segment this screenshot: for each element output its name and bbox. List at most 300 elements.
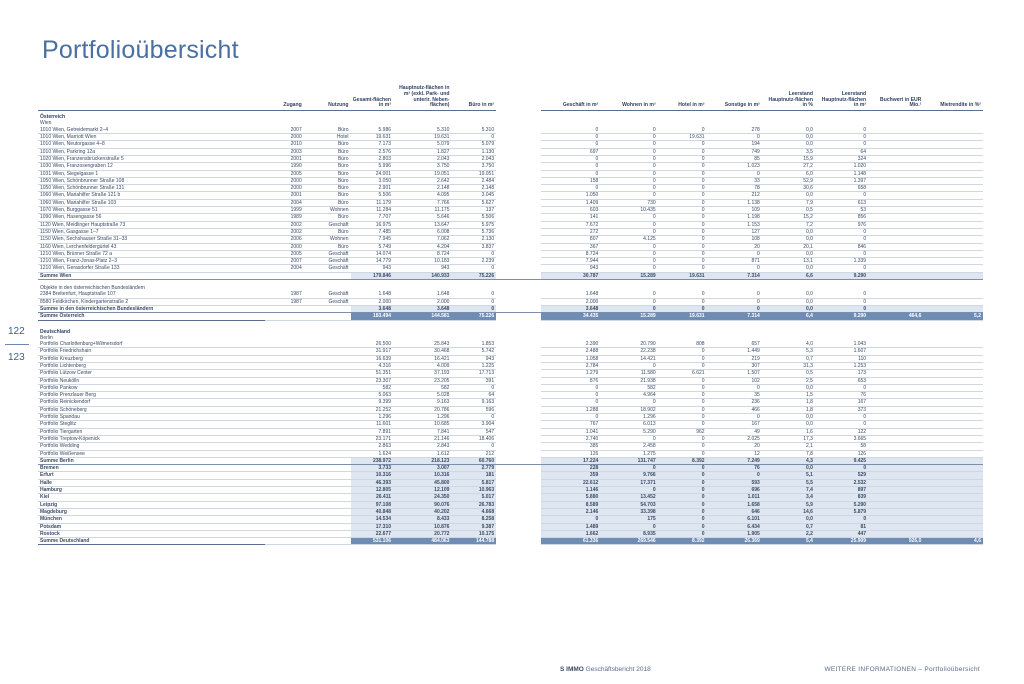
table-cell: 5.627 <box>451 199 496 206</box>
table-cell: 0 <box>658 414 707 421</box>
table-cell <box>304 501 351 508</box>
table-cell: 5.736 <box>451 228 496 235</box>
table-cell <box>868 250 923 257</box>
table-cell: 0 <box>541 399 601 406</box>
table-cell: 0 <box>707 134 762 141</box>
table-cell: 2.863 <box>351 443 394 450</box>
table-cell <box>923 305 983 312</box>
table-row <box>38 313 983 320</box>
row-label: Portfolio Weißensee <box>38 450 265 457</box>
table-cell: 179.846 <box>351 272 394 279</box>
table-cell: 1.853 <box>451 341 496 348</box>
table-cell: 31.917 <box>351 348 394 355</box>
table-cell <box>265 435 303 442</box>
table-cell: 0 <box>600 487 657 494</box>
table-cell: 0 <box>658 163 707 170</box>
table-cell: 51.351 <box>351 370 394 377</box>
table-cell: 2.025 <box>707 435 762 442</box>
table-cell: 5.817 <box>451 479 496 486</box>
gap-cell <box>496 148 541 155</box>
table-cell: 0 <box>658 443 707 450</box>
table-cell: 5.879 <box>815 508 868 515</box>
table-cell: 14,6 <box>762 508 815 515</box>
row-label: Leipzig <box>38 501 265 508</box>
table-cell <box>304 392 351 399</box>
table-cell <box>868 414 923 421</box>
table-cell <box>304 516 351 523</box>
table-cell: 4.316 <box>351 362 394 369</box>
table-cell: 10.876 <box>393 523 451 530</box>
table-cell: 1.296 <box>600 414 657 421</box>
table-cell: 613 <box>815 199 868 206</box>
table-cell: 0 <box>600 258 657 265</box>
table-cell: 0 <box>600 291 657 298</box>
col-header-wohnen: Wohnen in m² <box>600 86 657 111</box>
table-cell: 1.275 <box>600 450 657 457</box>
table-cell <box>265 362 303 369</box>
table-row <box>38 370 983 377</box>
table-cell: 391 <box>451 377 496 384</box>
table-cell: 24.350 <box>393 494 451 501</box>
table-cell: 2001 <box>265 155 303 162</box>
table-cell: 466 <box>707 406 762 413</box>
table-cell: 0 <box>815 516 868 523</box>
table-cell: 5.646 <box>393 214 451 221</box>
table-cell: 0 <box>600 134 657 141</box>
table-cell: 90.076 <box>393 501 451 508</box>
table-cell: Büro <box>304 177 351 184</box>
gap-cell <box>496 384 541 391</box>
row-label: 1030 Wien, Franzosengraben 12 <box>38 163 265 170</box>
table-cell: 0 <box>658 421 707 428</box>
table-cell: 3.648 <box>541 305 601 312</box>
table-cell: 2004 <box>265 199 303 206</box>
table-cell: 2.779 <box>451 465 496 472</box>
footer-page-title: Portfolioübersicht <box>924 666 980 673</box>
table-cell: 2.148 <box>393 185 451 192</box>
row-label: Portfolio Pankow <box>38 384 265 391</box>
table-cell: 5.079 <box>451 141 496 148</box>
table-cell <box>868 207 923 214</box>
table-cell: 943 <box>351 265 394 272</box>
table-row <box>38 141 983 148</box>
table-cell: Büro <box>304 148 351 155</box>
table-cell: 5.310 <box>393 127 451 134</box>
table-cell: 11.284 <box>351 207 394 214</box>
table-cell: 14.779 <box>351 258 394 265</box>
table-cell: 0 <box>541 170 601 177</box>
table-cell: 0,5 <box>762 370 815 377</box>
table-cell <box>923 362 983 369</box>
table-cell: 7.707 <box>351 214 394 221</box>
table-cell: 4,3 <box>762 457 815 464</box>
table-row <box>38 487 983 494</box>
col-header-zugang: Zugang <box>265 86 303 111</box>
table-cell: 26.411 <box>351 494 394 501</box>
table-row <box>38 163 983 170</box>
table-cell: 19.051 <box>451 170 496 177</box>
table-cell: 730 <box>600 199 657 206</box>
gap-cell <box>496 392 541 399</box>
table-cell: 4,0 <box>762 341 815 348</box>
table-cell: 0 <box>600 177 657 184</box>
row-label: 1160 Wien, Lerchenfeldergürtel 43 <box>38 243 265 250</box>
table-cell: 385 <box>541 443 601 450</box>
table-cell <box>923 450 983 457</box>
table-cell <box>304 313 351 320</box>
col-header-leerstand-pct: Leerstand Hauptnutz-flächen in % <box>762 86 815 111</box>
table-cell: 596 <box>451 406 496 413</box>
table-cell: 0 <box>600 362 657 369</box>
table-cell: 60.760 <box>451 457 496 464</box>
table-cell: 0 <box>541 392 601 399</box>
row-label: Summe Wien <box>38 272 265 279</box>
table-cell: 2001 <box>265 192 303 199</box>
table-cell <box>923 265 983 272</box>
table-cell <box>868 487 923 494</box>
table-row <box>38 177 983 184</box>
table-cell <box>304 399 351 406</box>
table-cell <box>923 384 983 391</box>
table-cell: 1.288 <box>541 406 601 413</box>
row-label: Portfolio Charlottenburg+Wilmersdorf <box>38 341 265 348</box>
table-cell: 17.713 <box>451 370 496 377</box>
table-cell: 0 <box>658 207 707 214</box>
table-cell: 1.011 <box>707 494 762 501</box>
table-cell: 0 <box>815 228 868 235</box>
table-cell: 8.433 <box>393 516 451 523</box>
table-cell: 23.307 <box>351 377 394 384</box>
table-cell: Büro <box>304 170 351 177</box>
table-row <box>38 348 983 355</box>
table-cell: 373 <box>815 406 868 413</box>
table-cell <box>868 501 923 508</box>
table-cell: 897 <box>815 487 868 494</box>
row-label: 1020 Wien, Franzensbrückenstraße 5 <box>38 155 265 162</box>
table-cell: 236 <box>707 399 762 406</box>
table-cell <box>265 341 303 348</box>
table-cell: 0 <box>658 127 707 134</box>
table-cell: 19.051 <box>393 170 451 177</box>
table-cell <box>868 450 923 457</box>
table-cell <box>923 243 983 250</box>
gap-cell <box>496 214 541 221</box>
table-cell: 1.043 <box>815 341 868 348</box>
table-cell <box>868 177 923 184</box>
table-cell: 0 <box>815 465 868 472</box>
table-cell <box>923 414 983 421</box>
table-cell: 7.314 <box>707 272 762 279</box>
table-cell: 0 <box>815 291 868 298</box>
table-cell: 0 <box>707 298 762 305</box>
gap-cell <box>496 207 541 214</box>
table-cell <box>923 272 983 279</box>
table-cell: 1.020 <box>815 163 868 170</box>
table-cell: 58 <box>815 443 868 450</box>
page-title: Portfolioübersicht <box>42 36 239 64</box>
table-cell: 962 <box>658 428 707 435</box>
table-cell: 0,0 <box>762 305 815 312</box>
row-label: 1210 Wien, Franz-Jonas-Platz 2–3 <box>38 258 265 265</box>
table-cell: 1.409 <box>541 199 601 206</box>
table-cell <box>868 291 923 298</box>
table-cell: 78 <box>707 185 762 192</box>
table-cell: 2000 <box>265 185 303 192</box>
table-cell: 646 <box>707 508 762 515</box>
row-label: 1010 Wien, Parkring 12a <box>38 148 265 155</box>
table-cell <box>868 214 923 221</box>
row-label: Bremen <box>38 465 265 472</box>
table-cell: 9.766 <box>600 472 657 479</box>
table-cell <box>265 348 303 355</box>
portfolio-table <box>38 86 983 545</box>
table-cell <box>868 399 923 406</box>
table-cell: 856 <box>815 214 868 221</box>
table-cell: 7.944 <box>541 258 601 265</box>
table-cell: 4,6 <box>923 538 983 545</box>
table-cell <box>265 530 303 537</box>
gap-cell <box>496 243 541 250</box>
table-cell: 144.788 <box>451 538 496 545</box>
table-cell: 0 <box>658 377 707 384</box>
table-cell <box>923 494 983 501</box>
table-cell: 464,6 <box>868 313 923 320</box>
table-cell: 9.163 <box>393 399 451 406</box>
page-number-divider <box>5 344 29 345</box>
table-cell: 5.310 <box>451 127 496 134</box>
table-cell: 0 <box>541 516 601 523</box>
table-cell: 20.772 <box>393 530 451 537</box>
table-cell: 12.805 <box>351 487 394 494</box>
table-cell <box>923 377 983 384</box>
table-row <box>38 341 983 348</box>
table-cell: 7,4 <box>762 487 815 494</box>
table-cell: 16.639 <box>351 355 394 362</box>
table-cell: 6,0 <box>762 170 815 177</box>
table-cell: 2.130 <box>451 236 496 243</box>
table-cell: 2005 <box>265 250 303 257</box>
table-cell: 5.017 <box>451 494 496 501</box>
table-cell: 307 <box>707 362 762 369</box>
table-cell: 2.043 <box>393 155 451 162</box>
table-cell: 16.975 <box>351 221 394 228</box>
table-row <box>38 508 983 515</box>
table-cell: 17.371 <box>600 479 657 486</box>
table-cell: 5.742 <box>451 348 496 355</box>
table-cell <box>868 170 923 177</box>
row-label: 1150 Wien, Sechshauser Straße 31–33 <box>38 236 265 243</box>
table-cell: 11.601 <box>351 421 394 428</box>
table-cell: 0 <box>600 228 657 235</box>
table-row <box>38 305 983 312</box>
table-cell: 9.399 <box>351 399 394 406</box>
table-cell: 1.658 <box>707 501 762 508</box>
table-row <box>38 421 983 428</box>
table-cell: 4.964 <box>600 392 657 399</box>
table-cell: 2.239 <box>451 258 496 265</box>
table-cell: 8.392 <box>658 457 707 464</box>
table-cell: 1,6 <box>762 428 815 435</box>
table-row <box>38 236 983 243</box>
table-cell: 2.740 <box>541 435 601 442</box>
table-cell <box>304 428 351 435</box>
table-cell: 278 <box>707 127 762 134</box>
table-cell: 2007 <box>265 258 303 265</box>
row-label: Hamburg <box>38 487 265 494</box>
table-cell <box>868 243 923 250</box>
table-cell: 23.171 <box>351 435 394 442</box>
table-cell: 17.310 <box>351 523 394 530</box>
table-cell <box>923 127 983 134</box>
table-cell: 7.945 <box>351 236 394 243</box>
table-cell: 5.290 <box>600 428 657 435</box>
table-cell: 49 <box>707 428 762 435</box>
table-cell: 24.001 <box>351 170 394 177</box>
gap-cell <box>496 443 541 450</box>
table-row <box>38 428 983 435</box>
table-cell: 0 <box>658 214 707 221</box>
table-cell: 0,0 <box>762 236 815 243</box>
table-cell <box>304 508 351 515</box>
table-cell: 0 <box>707 414 762 421</box>
table-cell: Büro <box>304 192 351 199</box>
table-cell: 25.909 <box>815 538 868 545</box>
table-cell: 5,4 <box>762 538 815 545</box>
table-cell: 0 <box>541 127 601 134</box>
table-cell <box>923 370 983 377</box>
table-row <box>38 298 983 305</box>
table-cell <box>868 236 923 243</box>
table-cell: 20.790 <box>600 341 657 348</box>
row-label: Portfolio Lützow Center <box>38 370 265 377</box>
table-cell: 603 <box>541 207 601 214</box>
table-cell: 218.123 <box>393 457 451 464</box>
table-cell: 582 <box>600 384 657 391</box>
table-cell: 52,9 <box>762 177 815 184</box>
table-cell: 22.677 <box>351 530 394 537</box>
table-cell <box>923 435 983 442</box>
table-cell <box>868 141 923 148</box>
table-cell: 1989 <box>265 214 303 221</box>
gap-cell <box>496 508 541 515</box>
row-label: Erfurt <box>38 472 265 479</box>
table-cell: 0 <box>815 127 868 134</box>
table-cell <box>868 192 923 199</box>
table-cell <box>304 530 351 537</box>
table-cell: 3,5 <box>762 148 815 155</box>
table-cell: 173 <box>815 370 868 377</box>
row-label: Portfolio Neukölln <box>38 377 265 384</box>
gap-cell <box>496 291 541 298</box>
gap-cell <box>496 377 541 384</box>
table-row <box>38 523 983 530</box>
table-cell <box>868 163 923 170</box>
table-cell: 53 <box>815 207 868 214</box>
table-cell <box>868 508 923 515</box>
table-cell: 0,0 <box>762 421 815 428</box>
page-number-right: 123 <box>8 352 25 363</box>
gap-cell <box>496 298 541 305</box>
table-cell: 1.662 <box>541 530 601 537</box>
table-cell: 0,7 <box>762 355 815 362</box>
row-label: Portfolio Wedding <box>38 443 265 450</box>
table-cell: 9.290 <box>815 272 868 279</box>
table-cell: 183.494 <box>351 313 394 320</box>
subsection-heading: Objekte in den österreichischen Bundesländern <box>40 285 146 292</box>
table-cell: 7.062 <box>393 236 451 243</box>
col-header-gesamtflaechen: Gesamt-flächen in m² <box>351 86 394 111</box>
table-cell: 6.013 <box>600 421 657 428</box>
table-cell: 1.050 <box>541 192 601 199</box>
table-cell: 5.996 <box>351 163 394 170</box>
table-cell: 1987 <box>265 291 303 298</box>
table-cell: 5.063 <box>351 392 394 399</box>
gap-cell <box>496 127 541 134</box>
table-cell: 0 <box>707 384 762 391</box>
table-cell: 20,1 <box>762 243 815 250</box>
col-header-hauptnutzflaechen: Hauptnutz-flächen in m² (exkl. Park- und unterir. Neben-flächen) <box>393 86 451 111</box>
table-cell: 7.766 <box>393 199 451 206</box>
table-cell: 7,8 <box>762 450 815 457</box>
table-cell: 34.435 <box>541 313 601 320</box>
gap-cell <box>496 192 541 199</box>
table-cell: 0,0 <box>762 141 815 148</box>
table-cell: 5.986 <box>351 127 394 134</box>
table-cell <box>923 457 983 464</box>
table-cell: 0,0 <box>762 414 815 421</box>
table-cell <box>304 384 351 391</box>
table-cell: 10.963 <box>451 487 496 494</box>
table-cell <box>868 377 923 384</box>
table-cell <box>304 414 351 421</box>
gap-cell <box>496 134 541 141</box>
table-cell: 1.041 <box>541 428 601 435</box>
table-cell: 5.975 <box>451 221 496 228</box>
table-cell: 14.534 <box>351 516 394 523</box>
col-header-name <box>38 86 265 111</box>
table-row <box>38 530 983 537</box>
table-cell: 0,0 <box>762 250 815 257</box>
table-cell <box>923 443 983 450</box>
row-label: 8580 Feldkirchen, Kindergartenstraße 2 <box>38 298 265 305</box>
table-row <box>38 479 983 486</box>
table-cell: 0,0 <box>762 384 815 391</box>
table-cell: 35 <box>707 392 762 399</box>
table-cell: 8.724 <box>541 250 601 257</box>
table-cell: 1.624 <box>351 450 394 457</box>
gap-cell <box>496 177 541 184</box>
table-cell: 20 <box>707 243 762 250</box>
table-cell: 0 <box>600 141 657 148</box>
table-cell: 0 <box>658 155 707 162</box>
table-cell: 46.393 <box>351 479 394 486</box>
table-cell <box>265 384 303 391</box>
table-cell: 0 <box>658 501 707 508</box>
table-cell <box>923 530 983 537</box>
table-cell <box>868 406 923 413</box>
table-row <box>38 221 983 228</box>
table-cell <box>304 370 351 377</box>
table-cell: 18.406 <box>451 435 496 442</box>
row-label: 1050 Wien, Schönbrunner Straße 108 <box>38 177 265 184</box>
table-cell: 26.369 <box>707 538 762 545</box>
table-cell: 238.972 <box>351 457 394 464</box>
table-cell: 0 <box>451 250 496 257</box>
gap-cell <box>496 265 541 272</box>
table-cell: 1.198 <box>707 214 762 221</box>
table-cell <box>304 348 351 355</box>
table-cell <box>304 341 351 348</box>
